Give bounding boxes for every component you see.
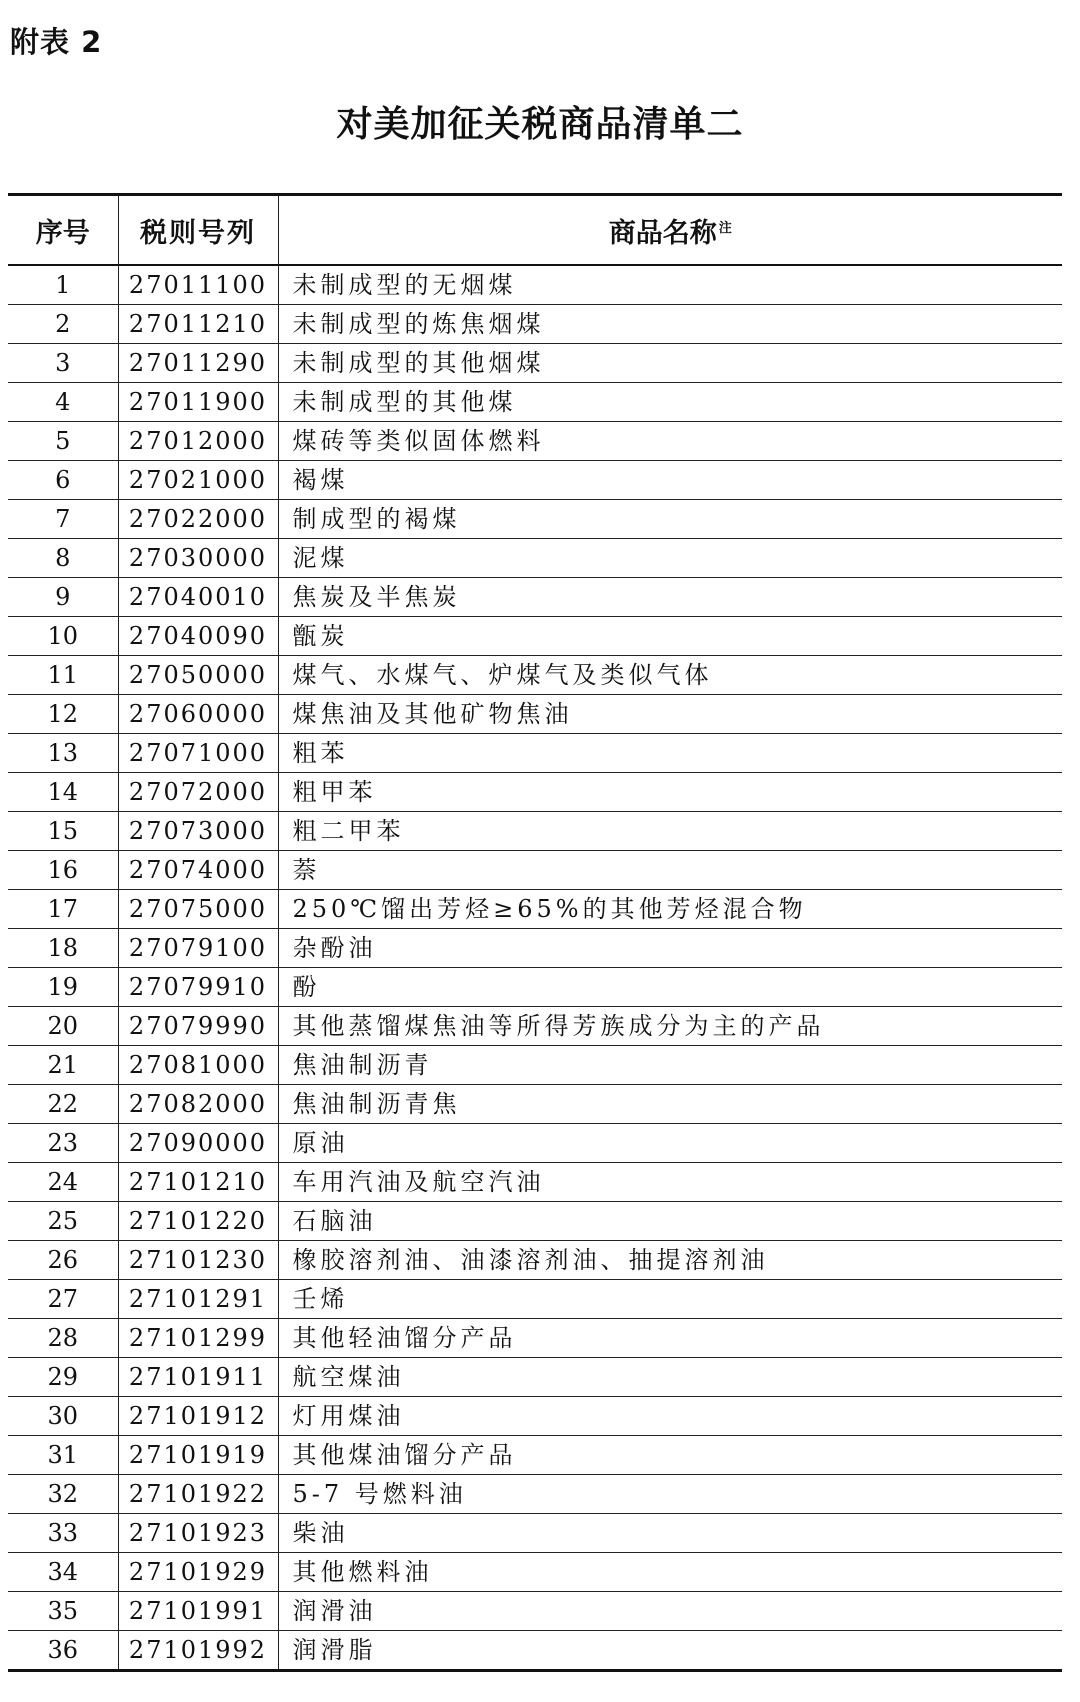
table-row — [8, 1475, 1062, 1514]
row-seq: 3 — [8, 344, 118, 383]
row-tariff-code: 27101220 — [118, 1202, 278, 1241]
row-goods-name: 壬烯 — [278, 1280, 1062, 1319]
table-row — [8, 1436, 1062, 1475]
header-name-note: 注 — [718, 220, 732, 236]
row-tariff-code: 27101299 — [118, 1319, 278, 1358]
row-seq: 4 — [8, 383, 118, 422]
row-goods-name: 未制成型的炼焦烟煤 — [278, 305, 1062, 344]
row-goods-name: 250℃馏出芳烃≥65%的其他芳烃混合物 — [278, 890, 1062, 929]
row-tariff-code: 27082000 — [118, 1085, 278, 1124]
row-seq: 15 — [8, 812, 118, 851]
row-tariff-code: 27101929 — [118, 1553, 278, 1592]
row-goods-name: 制成型的褐煤 — [278, 500, 1062, 539]
row-tariff-code: 27011900 — [118, 383, 278, 422]
table-row — [8, 617, 1062, 656]
row-tariff-code: 27073000 — [118, 812, 278, 851]
row-goods-name: 粗二甲苯 — [278, 812, 1062, 851]
table-row — [8, 265, 1062, 305]
row-tariff-code: 27072000 — [118, 773, 278, 812]
table-row — [8, 734, 1062, 773]
header-seq: 序号 — [8, 195, 118, 266]
table-row — [8, 1514, 1062, 1553]
row-goods-name: 灯用煤油 — [278, 1397, 1062, 1436]
row-tariff-code: 27101922 — [118, 1475, 278, 1514]
table-row — [8, 695, 1062, 734]
table-row — [8, 383, 1062, 422]
table-row — [8, 773, 1062, 812]
row-seq: 11 — [8, 656, 118, 695]
row-goods-name: 5-7 号燃料油 — [278, 1475, 1062, 1514]
row-tariff-code: 27079990 — [118, 1007, 278, 1046]
row-seq: 36 — [8, 1631, 118, 1671]
table-row — [8, 1397, 1062, 1436]
table-row — [8, 1124, 1062, 1163]
table-row — [8, 500, 1062, 539]
attachment-label: 附表 2 — [10, 25, 103, 59]
row-tariff-code: 27012000 — [118, 422, 278, 461]
row-seq: 19 — [8, 968, 118, 1007]
row-seq: 16 — [8, 851, 118, 890]
row-goods-name: 其他煤油馏分产品 — [278, 1436, 1062, 1475]
row-tariff-code: 27011100 — [118, 265, 278, 305]
table-header — [8, 195, 1062, 266]
table-row — [8, 578, 1062, 617]
row-tariff-code: 27081000 — [118, 1046, 278, 1085]
row-tariff-code: 27060000 — [118, 695, 278, 734]
table-row — [8, 1085, 1062, 1124]
row-tariff-code: 27101991 — [118, 1592, 278, 1631]
row-seq: 21 — [8, 1046, 118, 1085]
row-seq: 13 — [8, 734, 118, 773]
table-row — [8, 422, 1062, 461]
row-tariff-code: 27101210 — [118, 1163, 278, 1202]
table-row — [8, 1280, 1062, 1319]
table-row — [8, 1553, 1062, 1592]
table-row — [8, 851, 1062, 890]
table-body — [8, 265, 1062, 1671]
row-tariff-code: 27101291 — [118, 1280, 278, 1319]
row-tariff-code: 27011290 — [118, 344, 278, 383]
table-row — [8, 812, 1062, 851]
row-tariff-code: 27075000 — [118, 890, 278, 929]
row-goods-name: 未制成型的其他煤 — [278, 383, 1062, 422]
row-goods-name: 甑炭 — [278, 617, 1062, 656]
row-seq: 26 — [8, 1241, 118, 1280]
row-goods-name: 柴油 — [278, 1514, 1062, 1553]
row-tariff-code: 27079910 — [118, 968, 278, 1007]
row-seq: 12 — [8, 695, 118, 734]
row-goods-name: 未制成型的其他烟煤 — [278, 344, 1062, 383]
row-goods-name: 萘 — [278, 851, 1062, 890]
row-goods-name: 润滑脂 — [292, 1636, 377, 1664]
table-row — [8, 1631, 1062, 1671]
table-row — [8, 968, 1062, 1007]
table-row — [8, 929, 1062, 968]
row-seq: 7 — [8, 500, 118, 539]
row-tariff-code: 27101923 — [118, 1514, 278, 1553]
table-row — [8, 656, 1062, 695]
row-goods-name: 煤砖等类似固体燃料 — [278, 422, 1062, 461]
table-row — [8, 1163, 1062, 1202]
tariff-table-container — [8, 193, 1062, 1672]
row-seq: 8 — [8, 539, 118, 578]
row-tariff-code: 27050000 — [118, 656, 278, 695]
row-seq: 35 — [8, 1592, 118, 1631]
row-seq: 29 — [8, 1358, 118, 1397]
table-row — [8, 1319, 1062, 1358]
row-goods-name: 泥煤 — [278, 539, 1062, 578]
row-seq: 30 — [8, 1397, 118, 1436]
row-seq: 1 — [8, 265, 118, 305]
table-row — [8, 344, 1062, 383]
row-seq: 28 — [8, 1319, 118, 1358]
table-row — [8, 461, 1062, 500]
row-tariff-code: 27071000 — [118, 734, 278, 773]
row-goods-name: 其他轻油馏分产品 — [278, 1319, 1062, 1358]
row-goods-name: 粗甲苯 — [278, 773, 1062, 812]
row-tariff-code: 27101230 — [118, 1241, 278, 1280]
row-seq: 18 — [8, 929, 118, 968]
row-goods-name: 石脑油 — [278, 1202, 1062, 1241]
row-goods-name: 粗苯 — [278, 734, 1062, 773]
row-tariff-code: 27101992 — [118, 1631, 278, 1671]
row-tariff-code: 27074000 — [118, 851, 278, 890]
row-goods-name: 原油 — [278, 1124, 1062, 1163]
document-title: 对美加征关税商品清单二 — [336, 104, 744, 145]
row-goods-name: 其他燃料油 — [278, 1553, 1062, 1592]
row-seq: 23 — [8, 1124, 118, 1163]
row-seq: 33 — [8, 1514, 118, 1553]
row-seq: 6 — [8, 461, 118, 500]
row-seq: 22 — [8, 1085, 118, 1124]
row-tariff-code: 27090000 — [118, 1124, 278, 1163]
table-row — [8, 1046, 1062, 1085]
table-row — [8, 890, 1062, 929]
row-goods-name: 褐煤 — [278, 461, 1062, 500]
table-row — [8, 539, 1062, 578]
table-row — [8, 1358, 1062, 1397]
row-tariff-code: 27040090 — [118, 617, 278, 656]
row-seq: 5 — [8, 422, 118, 461]
row-tariff-code: 27030000 — [118, 539, 278, 578]
row-seq: 2 — [8, 305, 118, 344]
row-goods-name: 航空煤油 — [278, 1358, 1062, 1397]
table-row — [8, 1241, 1062, 1280]
row-seq: 20 — [8, 1007, 118, 1046]
row-goods-name: 焦油制沥青焦 — [278, 1085, 1062, 1124]
tariff-goods-table — [8, 193, 1062, 1672]
row-seq: 14 — [8, 773, 118, 812]
header-name-cell — [278, 195, 1062, 266]
row-goods-name: 煤焦油及其他矿物焦油 — [278, 695, 1062, 734]
header-row — [8, 195, 1062, 266]
row-goods-name: 焦油制沥青 — [278, 1046, 1062, 1085]
row-tariff-code: 27079100 — [118, 929, 278, 968]
row-goods-name: 润滑油 — [278, 1592, 1062, 1631]
row-tariff-code: 27022000 — [118, 500, 278, 539]
row-seq: 34 — [8, 1553, 118, 1592]
row-goods-name: 焦炭及半焦炭 — [278, 578, 1062, 617]
row-seq: 32 — [8, 1475, 118, 1514]
row-tariff-code: 27040010 — [118, 578, 278, 617]
header-name: 商品名称 — [608, 217, 717, 249]
table-row — [8, 1202, 1062, 1241]
row-tariff-code: 27101911 — [118, 1358, 278, 1397]
row-seq: 24 — [8, 1163, 118, 1202]
row-goods-name: 煤气、水煤气、炉煤气及类似气体 — [278, 656, 1062, 695]
row-seq: 31 — [8, 1436, 118, 1475]
row-seq: 27 — [8, 1280, 118, 1319]
row-seq: 25 — [8, 1202, 118, 1241]
row-seq: 17 — [8, 890, 118, 929]
row-seq: 9 — [8, 578, 118, 617]
table-row — [8, 1592, 1062, 1631]
row-goods-name: 杂酚油 — [278, 929, 1062, 968]
row-goods-name: 橡胶溶剂油、油漆溶剂油、抽提溶剂油 — [278, 1241, 1062, 1280]
row-goods-name: 酚 — [278, 968, 1062, 1007]
table-row — [8, 1007, 1062, 1046]
row-goods-name: 其他蒸馏煤焦油等所得芳族成分为主的产品 — [278, 1007, 1062, 1046]
row-goods-name: 车用汽油及航空汽油 — [278, 1163, 1062, 1202]
row-seq: 10 — [8, 617, 118, 656]
row-goods-name: 未制成型的无烟煤 — [278, 265, 1062, 305]
row-tariff-code: 27101912 — [118, 1397, 278, 1436]
row-tariff-code: 27011210 — [118, 305, 278, 344]
header-code: 税则号列 — [118, 195, 278, 266]
table-row — [8, 305, 1062, 344]
row-tariff-code: 27101919 — [118, 1436, 278, 1475]
row-tariff-code: 27021000 — [118, 461, 278, 500]
